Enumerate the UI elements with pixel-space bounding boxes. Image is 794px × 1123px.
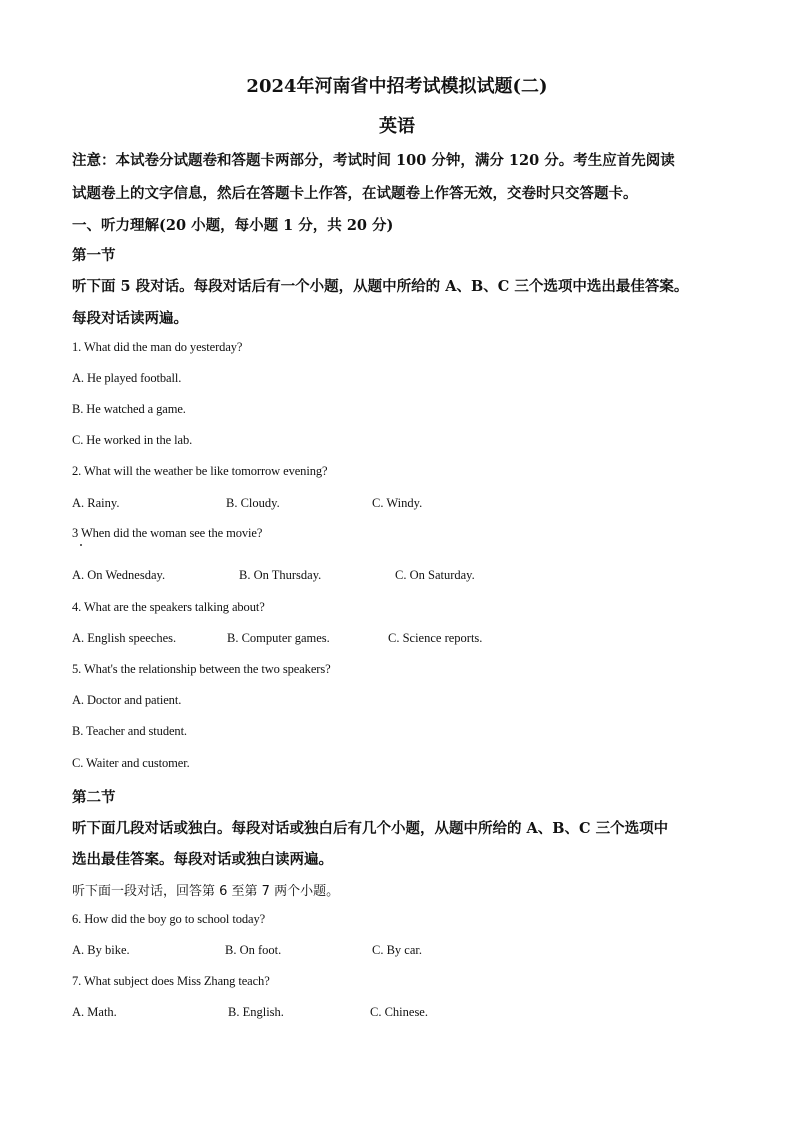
question-4-option-b: B. Computer games. xyxy=(227,631,330,645)
question-3-option-c: C. On Saturday. xyxy=(395,568,475,582)
question-1-option-b: B. He watched a game. xyxy=(72,402,186,416)
question-2-option-c: C. Windy. xyxy=(372,496,423,510)
question-1-option-a: A. He played football. xyxy=(72,371,182,385)
notice-line-2: 试题卷上的文字信息，然后在答题卡上作答，在试题卷上作答无效，交卷时只交答题卡。 xyxy=(72,185,638,202)
question-5-option-a: A. Doctor and patient. xyxy=(72,693,182,707)
question-1-option-c: C. He worked in the lab. xyxy=(72,433,193,447)
section1-instruction-1: 听下面 5 段对话。每段对话后有一个小题，从题中所给的 A、B、C 三个选项中选出最佳答案。 xyxy=(72,278,689,295)
question-4-option-c: C. Science reports. xyxy=(388,631,483,645)
question-2-option-a: A. Rainy. xyxy=(72,496,120,510)
section2-instruction-2: 选出最佳答案。每段对话或独白读两遍。 xyxy=(72,851,333,868)
question-1-stem: 1. What did the man do yesterday? xyxy=(72,340,243,354)
question-5-stem: 5. What's the relationship between the two speakers? xyxy=(72,662,331,676)
question-7-option-c: C. Chinese. xyxy=(370,1005,428,1019)
subject-title: 英语 xyxy=(379,116,415,137)
page-title: 2024年河南省中招考试模拟试题(二) xyxy=(246,76,548,97)
question-6-stem: 6. How did the boy go to school today? xyxy=(72,912,266,926)
question-2-option-b: B. Cloudy. xyxy=(226,496,280,510)
question-7-option-b: B. English. xyxy=(228,1005,284,1019)
section2-sub-instruction: 听下面一段对话，回答第 6 至第 7 两个小题。 xyxy=(72,884,340,899)
section1-instruction-2: 每段对话读两遍。 xyxy=(72,310,188,327)
notice-line-1: 注意：本试卷分试题卷和答题卡两部分，考试时间 100 分钟，满分 120 分。考生应首先阅读 xyxy=(72,152,675,169)
question-5-option-c: C. Waiter and customer. xyxy=(72,756,190,770)
section1-label: 第一节 xyxy=(72,247,116,264)
question-6-option-a: A. By bike. xyxy=(72,943,130,957)
section2-label: 第二节 xyxy=(72,789,116,806)
question-3-stem: 3 When did the woman see the movie? xyxy=(72,526,263,540)
question-4-stem: 4. What are the speakers talking about? xyxy=(72,600,265,614)
question-7-stem: 7. What subject does Miss Zhang teach? xyxy=(72,974,270,988)
question-4-option-a: A. English speeches. xyxy=(72,631,177,645)
question-6-option-b: B. On foot. xyxy=(225,943,282,957)
part1-heading: 一、听力理解(20 小题，每小题 1 分，共 20 分) xyxy=(72,217,394,234)
question-5-option-b: B. Teacher and student. xyxy=(72,724,187,738)
section2-instruction-1: 听下面几段对话或独白。每段对话或独白后有几个小题，从题中所给的 A、B、C 三个选项中 xyxy=(72,820,669,837)
question-6-option-c: C. By car. xyxy=(372,943,422,957)
question-2-stem: 2. What will the weather be like tomorrow evening? xyxy=(72,464,328,478)
question-3-option-b: B. On Thursday. xyxy=(239,568,322,582)
question-3-option-a: A. On Wednesday. xyxy=(72,568,166,582)
question-7-option-a: A. Math. xyxy=(72,1005,117,1019)
stray-dot-mark xyxy=(80,544,82,546)
